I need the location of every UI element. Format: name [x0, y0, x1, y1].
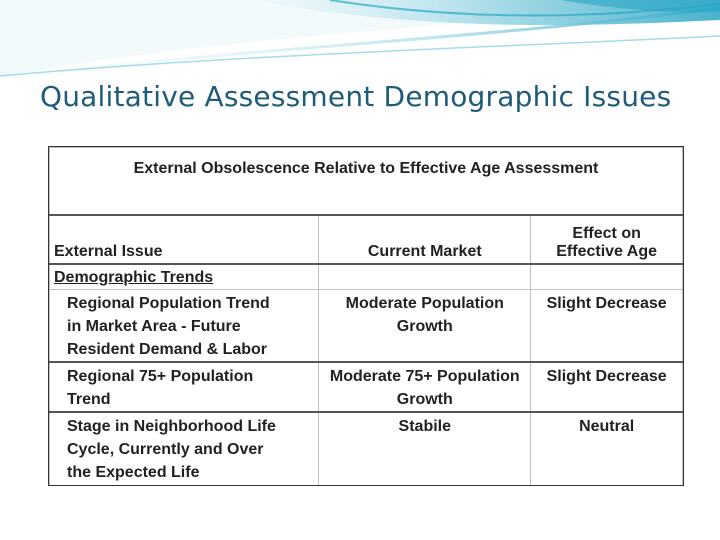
group-empty-cell	[319, 264, 531, 290]
issue-line: Trend	[67, 391, 111, 408]
issue-line: the Expected Life	[67, 464, 200, 481]
issue-cell	[50, 362, 319, 412]
issue-line: Stage in Neighborhood Life	[67, 418, 276, 435]
issue-line: in Market Area - Future	[67, 318, 241, 335]
group-empty-cell	[531, 264, 683, 290]
market-line: Growth	[396, 318, 453, 335]
market-cell	[319, 290, 531, 363]
group-label-demographic-trends: Demographic Trends	[50, 264, 319, 290]
effect-cell: Slight Decrease	[531, 290, 683, 363]
table-row	[50, 412, 683, 485]
effect-cell: Neutral	[531, 412, 683, 485]
table-caption: External Obsolescence Relative to Effective Age Assessment	[50, 148, 683, 216]
issue-line: Cycle, Currently and Over	[67, 441, 264, 458]
effect-cell: Slight Decrease	[531, 362, 683, 412]
market-line: Moderate Population	[345, 295, 504, 312]
header-swoosh-decoration	[0, 0, 720, 90]
header-current-market: Current Market	[319, 215, 531, 264]
header-effect-line2: Effective Age	[556, 243, 658, 260]
assessment-table	[48, 146, 684, 486]
header-effect-on-effective-age	[531, 215, 683, 264]
table-caption-row	[50, 148, 683, 216]
market-line: Growth	[396, 391, 453, 408]
column-header-row	[50, 215, 683, 264]
issue-cell	[50, 412, 319, 485]
header-effect-line1: Effect on	[572, 225, 641, 242]
market-cell	[319, 362, 531, 412]
market-line: Moderate 75+ Population	[329, 368, 520, 385]
header-external-issue: External Issue	[50, 215, 319, 264]
table-row	[50, 362, 683, 412]
issue-line: Regional 75+ Population	[67, 368, 254, 385]
table-row	[50, 290, 683, 363]
issue-line: Resident Demand & Labor	[67, 341, 268, 358]
market-line: Stabile	[398, 418, 452, 435]
slide-title: Qualitative Assessment Demographic Issues	[40, 80, 672, 113]
issue-line: Regional Population Trend	[67, 295, 270, 312]
market-cell	[319, 412, 531, 485]
issue-cell	[50, 290, 319, 363]
group-row	[50, 264, 683, 290]
